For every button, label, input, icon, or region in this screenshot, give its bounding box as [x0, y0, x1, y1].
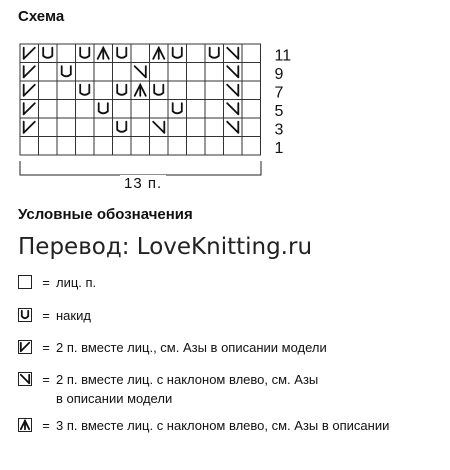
legend-text: 3 п. вместе лиц. с наклоном влево, см. Азы в описании — [56, 418, 390, 433]
chart-cell — [76, 81, 95, 100]
row-number: 3 — [274, 121, 284, 139]
chart-cell — [205, 44, 224, 63]
chart-cell — [205, 81, 224, 100]
legend-item-knit — [18, 273, 96, 292]
watermark-text: Перевод: LoveKnitting.ru — [18, 234, 313, 260]
legend-item-l3 — [18, 416, 389, 435]
legend-equals: = — [42, 372, 50, 387]
chart-cell — [57, 118, 76, 137]
chart-cell — [150, 81, 169, 100]
chart-cell — [113, 118, 132, 137]
legend-text: лиц. п. — [56, 275, 97, 290]
chart-cell — [131, 137, 150, 156]
chart-cell — [39, 137, 58, 156]
chart-cell — [39, 63, 58, 82]
chart-cell — [76, 100, 95, 119]
legend-text: накид — [56, 308, 91, 323]
chart-cell — [242, 81, 261, 100]
chart-cell — [113, 137, 132, 156]
chart-cell — [242, 44, 261, 63]
legend-symbol-yo-icon — [18, 308, 32, 322]
legend-text: 2 п. вместе лиц. с наклоном влево, см. Азы в описании модели — [56, 372, 319, 406]
legend-symbol-l3-icon — [18, 418, 32, 432]
chart-cell — [205, 118, 224, 137]
chart-cell — [94, 63, 113, 82]
row-number: 7 — [274, 84, 284, 102]
chart-cell — [150, 100, 169, 119]
legend-symbol-r2-icon — [18, 340, 32, 354]
chart-cell — [205, 137, 224, 156]
chart-cell — [242, 100, 261, 119]
chart-cell — [187, 100, 206, 119]
chart-cell — [39, 81, 58, 100]
chart-cell — [76, 63, 95, 82]
chart-cell — [57, 137, 76, 156]
legend-text: 2 п. вместе лиц., см. Азы в описании модели — [56, 340, 327, 355]
row-number: 9 — [274, 66, 284, 83]
chart-cell — [168, 118, 187, 137]
chart-cell — [168, 100, 187, 119]
chart-cell — [57, 44, 76, 63]
chart-cell — [76, 44, 95, 63]
legend-equals: = — [42, 340, 50, 355]
chart-width-label: 13 п. — [120, 175, 166, 192]
chart-cell — [57, 100, 76, 119]
chart-cell — [168, 81, 187, 100]
row-number: 1 — [274, 140, 284, 157]
chart-cell — [113, 81, 132, 100]
legend-title: Условные обозначения — [18, 206, 193, 223]
chart-cell — [57, 81, 76, 100]
chart-cell — [131, 100, 150, 119]
chart-cell — [205, 100, 224, 119]
chart-cell — [242, 137, 261, 156]
chart-cell — [168, 137, 187, 156]
chart-cell — [168, 44, 187, 63]
chart-cell — [168, 63, 187, 82]
legend-equals: = — [42, 275, 50, 290]
chart-cell — [94, 118, 113, 137]
chart-cell — [187, 81, 206, 100]
legend-symbol-l2-icon — [18, 372, 32, 386]
legend-equals: = — [42, 418, 50, 433]
chart-cell — [113, 63, 132, 82]
chart-cell — [187, 44, 206, 63]
chart-cell — [94, 100, 113, 119]
chart-cell — [131, 44, 150, 63]
chart-cell — [187, 137, 206, 156]
chart-cell — [242, 118, 261, 137]
legend-item-l2 — [18, 370, 318, 408]
chart-cell — [76, 118, 95, 137]
legend-item-yo — [18, 306, 91, 325]
chart-cell — [113, 44, 132, 63]
chart-cell — [224, 137, 243, 156]
chart-cell — [20, 137, 39, 156]
width-bracket — [20, 161, 261, 175]
chart-cell — [94, 81, 113, 100]
chart-title: Схема — [18, 8, 65, 25]
row-number: 11 — [274, 47, 292, 65]
legend-symbol-knit-icon — [18, 275, 32, 289]
legend-equals: = — [42, 308, 50, 323]
chart-cell — [57, 63, 76, 82]
chart-cell — [94, 137, 113, 156]
chart-cell — [242, 63, 261, 82]
chart-cell — [187, 118, 206, 137]
knitting-chart — [18, 43, 303, 193]
row-number: 5 — [274, 103, 284, 120]
chart-cell — [205, 63, 224, 82]
chart-cell — [113, 100, 132, 119]
chart-cell — [187, 63, 206, 82]
chart-cell — [39, 44, 58, 63]
chart-cell — [150, 63, 169, 82]
chart-cell — [39, 100, 58, 119]
chart-cell — [76, 137, 95, 156]
chart-cell — [150, 137, 169, 156]
legend-item-r2 — [18, 338, 327, 357]
chart-cell — [131, 118, 150, 137]
chart-cell — [39, 118, 58, 137]
